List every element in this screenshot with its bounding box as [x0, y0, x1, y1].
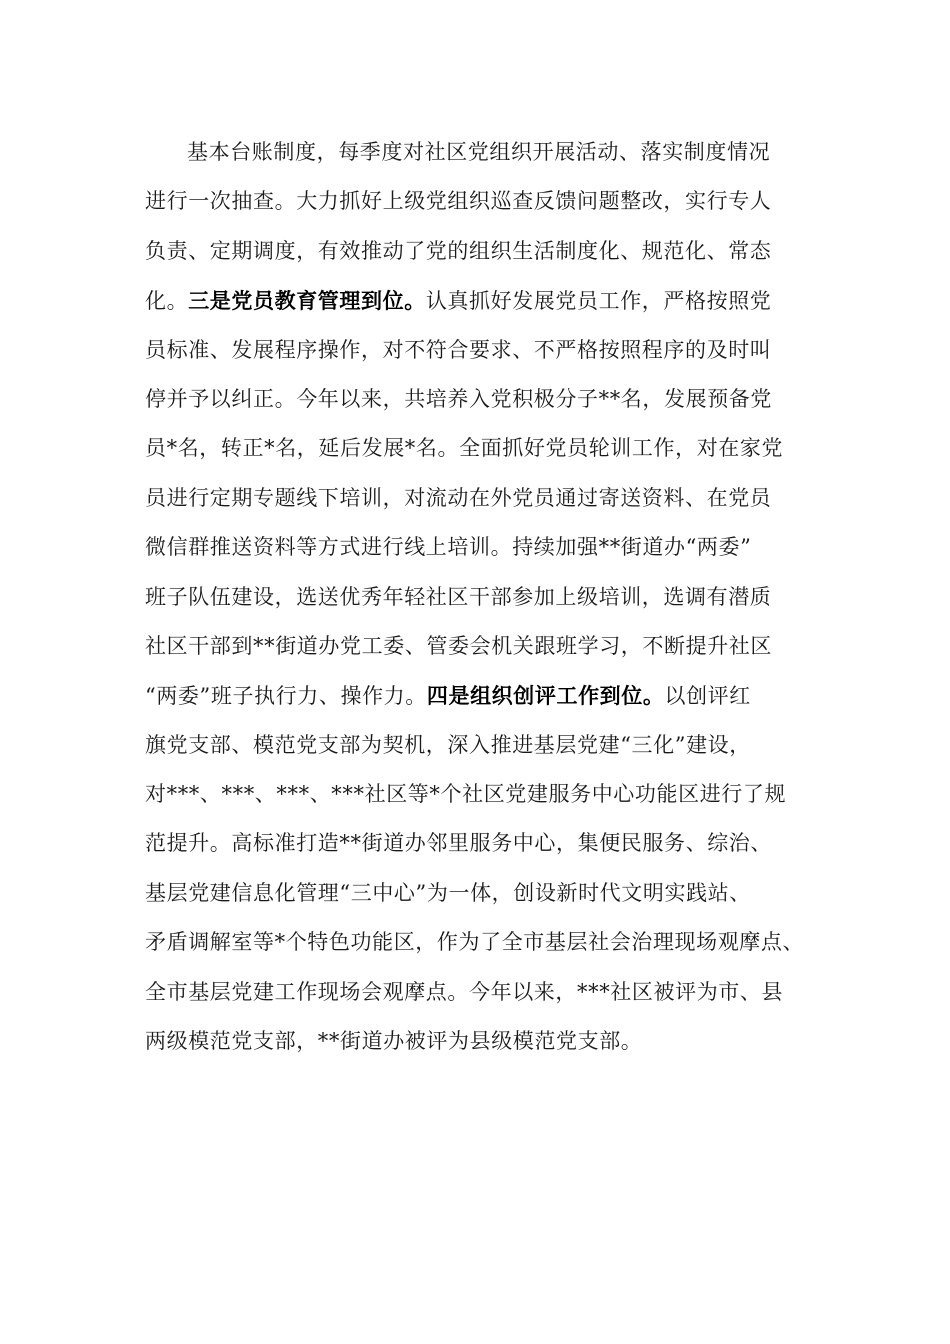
- text-line: [145, 128, 845, 177]
- text-run: 范提升。高标准打造**街道办邻里服务中心，集便民服务、综治、: [145, 831, 772, 856]
- text-run: 员标准、发展程序操作，对不符合要求、不严格按照程序的及时叫: [145, 337, 772, 362]
- text-line: [145, 227, 845, 276]
- text-run: 微信群推送资料等方式进行线上培训。持续加强**街道办“两委”: [145, 535, 752, 560]
- text-line: [145, 424, 845, 473]
- text-run: 基本台账制度，每季度对社区党组织开展活动、落实制度情况: [187, 140, 771, 164]
- text-line: [145, 276, 845, 325]
- text-run: 进行一次抽查。大力抓好上级党组织巡查反馈问题整改，实行专人: [145, 189, 772, 214]
- text-line: [145, 1017, 845, 1066]
- text-run: 停并予以纠正。今年以来，共培养入党积极分子**名，发展预备党: [145, 386, 772, 411]
- bold-heading: 四是组织创评工作到位。: [426, 683, 665, 709]
- text-line: [145, 573, 845, 622]
- text-run: 基层党建信息化管理“三中心”为一体，创设新时代文明实践站、: [145, 880, 751, 905]
- text-run: 班子队伍建设，选送优秀年轻社区干部参加上级培训，选调有潜质: [145, 584, 772, 609]
- text-line: [145, 869, 845, 918]
- text-run: 负责、定期调度，有效推动了党的组织生活制度化、规范化、常态: [145, 238, 772, 263]
- text-line: [145, 375, 845, 424]
- text-run: 矛盾调解室等*个特色功能区，作为了全市基层社会治理现场观摩点、: [145, 930, 805, 955]
- text-line: [145, 770, 845, 819]
- text-line: [145, 177, 845, 226]
- body-paragraph: [145, 128, 845, 1066]
- text-line: [145, 523, 845, 572]
- text-run: 对***、***、***、***社区等*个社区党建服务中心功能区进行了规: [145, 782, 787, 807]
- text-line: [145, 622, 845, 671]
- text-run: 两级模范党支部，**街道办被评为县级模范党支部。: [145, 1029, 643, 1054]
- text-line: [145, 671, 845, 720]
- text-run: 社区干部到**街道办党工委、管委会机关跟班学习，不断提升社区: [145, 633, 772, 658]
- bold-heading: 三是党员教育管理到位。: [188, 288, 426, 314]
- text-run: 员*名，转正*名，延后发展*名。全面抓好党员轮训工作，对在家党: [145, 436, 784, 461]
- text-run: 全市基层党建工作现场会观摩点。今年以来，***社区被评为市、县: [145, 979, 784, 1004]
- text-line: [145, 819, 845, 868]
- text-run: 旗党支部、模范党支部为契机，深入推进基层党建“三化”建设，: [145, 732, 751, 757]
- text-run: 员进行定期专题线下培训，对流动在外党员通过寄送资料、在党员: [145, 485, 772, 510]
- text-run: 以创评红: [664, 684, 751, 709]
- text-line: [145, 474, 845, 523]
- text-line: [145, 721, 845, 770]
- text-run: “两委”班子执行力、操作力。: [145, 684, 427, 709]
- text-line: [145, 968, 845, 1017]
- text-run: 认真抓好发展党员工作，严格按照党: [425, 289, 772, 314]
- text-line: [145, 326, 845, 375]
- text-run: 化。: [145, 289, 189, 314]
- text-line: [145, 918, 845, 967]
